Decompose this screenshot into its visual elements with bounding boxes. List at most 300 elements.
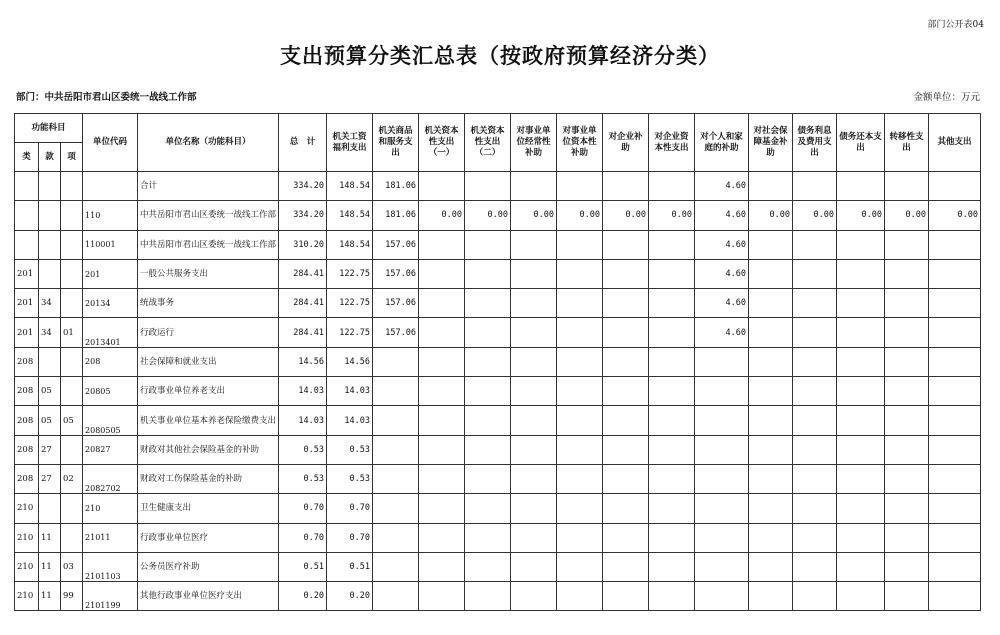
cell-c5 [511, 494, 557, 523]
cell-c6 [557, 523, 603, 552]
header-c12: 债务还本支出 [837, 114, 885, 172]
cell-c12 [837, 318, 885, 347]
cell-unit-code: 21011 [83, 523, 138, 552]
cell-c7 [603, 435, 649, 464]
cell-c3 [419, 406, 465, 435]
cell-unit-code: 110 [83, 201, 138, 230]
cell-c2: 181.06 [373, 201, 419, 230]
cell-c13: 0.00 [885, 201, 929, 230]
cell-c5 [511, 552, 557, 581]
cell-unit-code: 20805 [83, 377, 138, 406]
cell-c4 [465, 523, 511, 552]
cell-unit-name: 机关事业单位基本养老保险缴费支出 [138, 406, 279, 435]
cell-c11 [793, 464, 837, 493]
cell-c10 [749, 172, 793, 201]
cell-c3 [419, 347, 465, 376]
cell-c6 [557, 435, 603, 464]
unit-label: 金额单位：万元 [913, 92, 980, 103]
cell-c13 [885, 435, 929, 464]
cell-xiang [61, 172, 83, 201]
cell-c6 [557, 377, 603, 406]
cell-unit-name: 中共岳阳市君山区委统一战线工作部 [138, 230, 279, 259]
cell-unit-code: 20134 [83, 289, 138, 318]
cell-c4 [465, 172, 511, 201]
cell-c6 [557, 259, 603, 288]
cell-c11 [793, 494, 837, 523]
cell-c11 [793, 406, 837, 435]
cell-total: 14.56 [279, 347, 327, 376]
cell-unit-name: 公务员医疗补助 [138, 552, 279, 581]
cell-c10 [749, 318, 793, 347]
cell-c7 [603, 523, 649, 552]
cell-xiang [61, 289, 83, 318]
cell-c9: 4.60 [695, 259, 749, 288]
cell-c14 [929, 523, 981, 552]
cell-c4 [465, 259, 511, 288]
cell-c12: 0.00 [837, 201, 885, 230]
cell-xiang [61, 377, 83, 406]
cell-c4 [465, 435, 511, 464]
table-row [15, 494, 981, 523]
cell-c2 [373, 582, 419, 611]
header-c11: 债务利息及费用支出 [793, 114, 837, 172]
cell-total: 0.53 [279, 435, 327, 464]
cell-c1: 122.75 [327, 289, 373, 318]
cell-xiang [61, 523, 83, 552]
cell-c2: 181.06 [373, 172, 419, 201]
cell-c11: 0.00 [793, 201, 837, 230]
form-code: 部门公开表04 [927, 20, 984, 30]
cell-c8 [649, 523, 695, 552]
cell-c13 [885, 230, 929, 259]
cell-c7 [603, 406, 649, 435]
cell-kuan [39, 230, 61, 259]
cell-unit-name: 统战事务 [138, 289, 279, 318]
cell-c9: 4.60 [695, 172, 749, 201]
cell-c7 [603, 318, 649, 347]
cell-c6 [557, 230, 603, 259]
cell-c2: 157.06 [373, 318, 419, 347]
cell-unit-code: 20827 [83, 435, 138, 464]
cell-unit-code: 208 [83, 347, 138, 376]
cell-kuan [39, 494, 61, 523]
cell-c13 [885, 318, 929, 347]
cell-total: 334.20 [279, 172, 327, 201]
cell-unit-name: 社会保障和就业支出 [138, 347, 279, 376]
cell-c12 [837, 523, 885, 552]
cell-c9: 4.60 [695, 289, 749, 318]
cell-unit-code: 201 [83, 259, 138, 288]
cell-c2 [373, 552, 419, 581]
cell-lei: 208 [15, 464, 39, 493]
cell-c8 [649, 435, 695, 464]
cell-c5 [511, 259, 557, 288]
cell-c12 [837, 377, 885, 406]
cell-total: 0.51 [279, 552, 327, 581]
cell-c12 [837, 172, 885, 201]
cell-xiang: 01 [61, 318, 83, 347]
cell-xiang [61, 230, 83, 259]
cell-c8 [649, 318, 695, 347]
cell-c5 [511, 230, 557, 259]
cell-c1: 14.03 [327, 406, 373, 435]
table-row [15, 201, 981, 230]
cell-c8 [649, 230, 695, 259]
cell-total: 310.20 [279, 230, 327, 259]
cell-unit-code: 2101103 [83, 552, 138, 581]
cell-c2 [373, 494, 419, 523]
cell-c14 [929, 406, 981, 435]
cell-c11 [793, 523, 837, 552]
cell-c10 [749, 582, 793, 611]
cell-kuan: 05 [39, 377, 61, 406]
header-kuan: 款 [39, 143, 61, 172]
cell-xiang [61, 435, 83, 464]
cell-xiang: 99 [61, 582, 83, 611]
cell-unit-name: 卫生健康支出 [138, 494, 279, 523]
cell-c3 [419, 523, 465, 552]
cell-c3 [419, 172, 465, 201]
cell-c11 [793, 289, 837, 318]
cell-c10 [749, 523, 793, 552]
cell-unit-code: 2101199 [83, 582, 138, 611]
cell-c8 [649, 582, 695, 611]
cell-total: 0.53 [279, 464, 327, 493]
header-unit-code: 单位代码 [83, 114, 138, 172]
cell-c7 [603, 289, 649, 318]
cell-c5 [511, 289, 557, 318]
cell-c2: 157.06 [373, 230, 419, 259]
cell-lei: 210 [15, 494, 39, 523]
cell-c9 [695, 406, 749, 435]
cell-c13 [885, 552, 929, 581]
cell-unit-name: 行政事业单位医疗 [138, 523, 279, 552]
cell-c11 [793, 230, 837, 259]
header-c5: 对事业单位经常性补助 [511, 114, 557, 172]
cell-c10 [749, 259, 793, 288]
cell-c1: 122.75 [327, 318, 373, 347]
cell-c13 [885, 347, 929, 376]
table-row [15, 347, 981, 376]
cell-c1: 0.53 [327, 435, 373, 464]
cell-c13 [885, 259, 929, 288]
cell-c14 [929, 582, 981, 611]
cell-c4 [465, 582, 511, 611]
cell-c14: 0.00 [929, 201, 981, 230]
cell-lei [15, 230, 39, 259]
cell-c4: 0.00 [465, 201, 511, 230]
cell-c14 [929, 552, 981, 581]
cell-c10 [749, 377, 793, 406]
header-c10: 对社会保障基金补助 [749, 114, 793, 172]
header-c4: 机关资本性支出（二） [465, 114, 511, 172]
cell-kuan: 34 [39, 289, 61, 318]
cell-c12 [837, 494, 885, 523]
cell-c14 [929, 259, 981, 288]
cell-c4 [465, 464, 511, 493]
cell-lei [15, 172, 39, 201]
table-row [15, 464, 981, 493]
cell-c5 [511, 523, 557, 552]
cell-kuan: 11 [39, 523, 61, 552]
cell-c1: 0.51 [327, 552, 373, 581]
cell-c11 [793, 172, 837, 201]
cell-c7 [603, 172, 649, 201]
cell-c4 [465, 552, 511, 581]
cell-xiang: 02 [61, 464, 83, 493]
cell-c10 [749, 289, 793, 318]
cell-lei: 210 [15, 523, 39, 552]
table-row [15, 582, 981, 611]
cell-c8 [649, 172, 695, 201]
cell-total: 334.20 [279, 201, 327, 230]
header-c6: 对事业单位资本性补助 [557, 114, 603, 172]
header-c13: 转移性支出 [885, 114, 929, 172]
cell-xiang: 03 [61, 552, 83, 581]
cell-c14 [929, 289, 981, 318]
cell-lei: 208 [15, 435, 39, 464]
cell-c11 [793, 552, 837, 581]
cell-c14 [929, 464, 981, 493]
cell-c4 [465, 406, 511, 435]
cell-c3 [419, 464, 465, 493]
cell-c14 [929, 230, 981, 259]
cell-unit-name: 行政事业单位养老支出 [138, 377, 279, 406]
cell-c11 [793, 377, 837, 406]
cell-lei: 208 [15, 377, 39, 406]
cell-c7 [603, 230, 649, 259]
cell-lei: 201 [15, 318, 39, 347]
table-row [15, 523, 981, 552]
cell-c10 [749, 230, 793, 259]
header-c7: 对企业补助 [603, 114, 649, 172]
header-xiang: 项 [61, 143, 83, 172]
cell-kuan [39, 347, 61, 376]
cell-c6 [557, 289, 603, 318]
cell-c13 [885, 289, 929, 318]
cell-c13 [885, 172, 929, 201]
cell-xiang: 05 [61, 406, 83, 435]
cell-c8 [649, 347, 695, 376]
cell-c4 [465, 289, 511, 318]
cell-lei: 208 [15, 347, 39, 376]
cell-c6 [557, 347, 603, 376]
cell-unit-name: 财政对工伤保险基金的补助 [138, 464, 279, 493]
cell-c1: 0.70 [327, 523, 373, 552]
cell-c6 [557, 582, 603, 611]
cell-unit-name: 财政对其他社会保险基金的补助 [138, 435, 279, 464]
cell-c1: 14.03 [327, 377, 373, 406]
cell-unit-code: 210 [83, 494, 138, 523]
cell-unit-code: 2013401 [83, 318, 138, 347]
cell-kuan: 34 [39, 318, 61, 347]
cell-c14 [929, 377, 981, 406]
table-row [15, 230, 981, 259]
header-c3: 机关资本性支出（一） [419, 114, 465, 172]
cell-c14 [929, 347, 981, 376]
cell-lei [15, 201, 39, 230]
cell-c7 [603, 582, 649, 611]
cell-c10 [749, 435, 793, 464]
cell-total: 0.70 [279, 523, 327, 552]
cell-unit-name: 行政运行 [138, 318, 279, 347]
table-row [15, 552, 981, 581]
cell-c1: 14.56 [327, 347, 373, 376]
cell-kuan [39, 201, 61, 230]
cell-c6 [557, 464, 603, 493]
cell-total: 0.70 [279, 494, 327, 523]
cell-c12 [837, 230, 885, 259]
cell-c12 [837, 435, 885, 464]
cell-total: 14.03 [279, 406, 327, 435]
cell-c5 [511, 406, 557, 435]
cell-c3 [419, 582, 465, 611]
cell-c8 [649, 289, 695, 318]
cell-c7 [603, 259, 649, 288]
header-c14: 其他支出 [929, 114, 981, 172]
cell-c10 [749, 552, 793, 581]
cell-c4 [465, 230, 511, 259]
cell-kuan: 27 [39, 464, 61, 493]
cell-c11 [793, 582, 837, 611]
cell-c9 [695, 464, 749, 493]
cell-c1: 0.20 [327, 582, 373, 611]
cell-c3 [419, 289, 465, 318]
cell-c3 [419, 494, 465, 523]
cell-kuan: 11 [39, 552, 61, 581]
cell-xiang [61, 201, 83, 230]
cell-c1: 0.53 [327, 464, 373, 493]
cell-c8 [649, 464, 695, 493]
cell-c3: 0.00 [419, 201, 465, 230]
cell-c2 [373, 464, 419, 493]
cell-c6 [557, 318, 603, 347]
cell-total: 0.20 [279, 582, 327, 611]
cell-unit-code [83, 172, 138, 201]
header-c9: 对个人和家庭的补助 [695, 114, 749, 172]
cell-c13 [885, 377, 929, 406]
header-c8: 对企业资本性支出 [649, 114, 695, 172]
table-row [15, 435, 981, 464]
cell-c7: 0.00 [603, 201, 649, 230]
cell-c9: 4.60 [695, 230, 749, 259]
cell-c2 [373, 406, 419, 435]
cell-c11 [793, 259, 837, 288]
table-row [15, 377, 981, 406]
table-row [15, 172, 981, 201]
cell-c1: 148.54 [327, 230, 373, 259]
cell-c4 [465, 318, 511, 347]
cell-c6: 0.00 [557, 201, 603, 230]
cell-c12 [837, 259, 885, 288]
cell-c2: 157.06 [373, 259, 419, 288]
cell-c11 [793, 347, 837, 376]
cell-c8 [649, 494, 695, 523]
cell-lei: 210 [15, 582, 39, 611]
department-label: 部门：中共岳阳市君山区委统一战线工作部 [16, 92, 197, 103]
cell-c5 [511, 377, 557, 406]
cell-c13 [885, 406, 929, 435]
cell-c7 [603, 347, 649, 376]
cell-c10: 0.00 [749, 201, 793, 230]
cell-lei: 201 [15, 259, 39, 288]
header-unit-name: 单位名称（功能科目） [138, 114, 279, 172]
cell-total: 14.03 [279, 377, 327, 406]
header-c1: 机关工资福利支出 [327, 114, 373, 172]
cell-c2 [373, 377, 419, 406]
cell-c9: 4.60 [695, 201, 749, 230]
cell-kuan: 05 [39, 406, 61, 435]
cell-c6 [557, 552, 603, 581]
cell-kuan: 27 [39, 435, 61, 464]
cell-c14 [929, 172, 981, 201]
cell-kuan [39, 172, 61, 201]
cell-c9 [695, 523, 749, 552]
cell-c11 [793, 318, 837, 347]
header-func-subject: 功能科目 [15, 114, 83, 143]
table-row [15, 318, 981, 347]
cell-c12 [837, 464, 885, 493]
cell-unit-name: 一般公共服务支出 [138, 259, 279, 288]
cell-c8 [649, 406, 695, 435]
cell-kuan [39, 259, 61, 288]
cell-c2: 157.06 [373, 289, 419, 318]
header-lei: 类 [15, 143, 39, 172]
cell-c6 [557, 172, 603, 201]
cell-c7 [603, 552, 649, 581]
cell-unit-code: 2082702 [83, 464, 138, 493]
cell-c9 [695, 377, 749, 406]
cell-c5: 0.00 [511, 201, 557, 230]
table-row [15, 406, 981, 435]
cell-c10 [749, 464, 793, 493]
cell-c9 [695, 582, 749, 611]
cell-c12 [837, 552, 885, 581]
cell-c5 [511, 318, 557, 347]
cell-c9 [695, 347, 749, 376]
cell-c13 [885, 523, 929, 552]
cell-total: 284.41 [279, 259, 327, 288]
cell-c4 [465, 347, 511, 376]
cell-c8 [649, 259, 695, 288]
cell-c14 [929, 318, 981, 347]
cell-total: 284.41 [279, 289, 327, 318]
cell-kuan: 11 [39, 582, 61, 611]
cell-lei: 210 [15, 552, 39, 581]
cell-c6 [557, 406, 603, 435]
cell-c3 [419, 230, 465, 259]
cell-c3 [419, 377, 465, 406]
cell-unit-code: 2080505 [83, 406, 138, 435]
cell-c9 [695, 494, 749, 523]
cell-unit-name: 中共岳阳市君山区委统一战线工作部 [138, 201, 279, 230]
cell-unit-name: 合计 [138, 172, 279, 201]
cell-c2 [373, 435, 419, 464]
cell-c1: 148.54 [327, 172, 373, 201]
cell-xiang [61, 494, 83, 523]
cell-lei: 208 [15, 406, 39, 435]
cell-c8 [649, 377, 695, 406]
cell-c3 [419, 435, 465, 464]
cell-c13 [885, 494, 929, 523]
cell-c14 [929, 435, 981, 464]
expenditure-table [14, 113, 981, 611]
cell-c10 [749, 494, 793, 523]
cell-c11 [793, 435, 837, 464]
cell-c5 [511, 582, 557, 611]
cell-c12 [837, 406, 885, 435]
cell-c7 [603, 494, 649, 523]
